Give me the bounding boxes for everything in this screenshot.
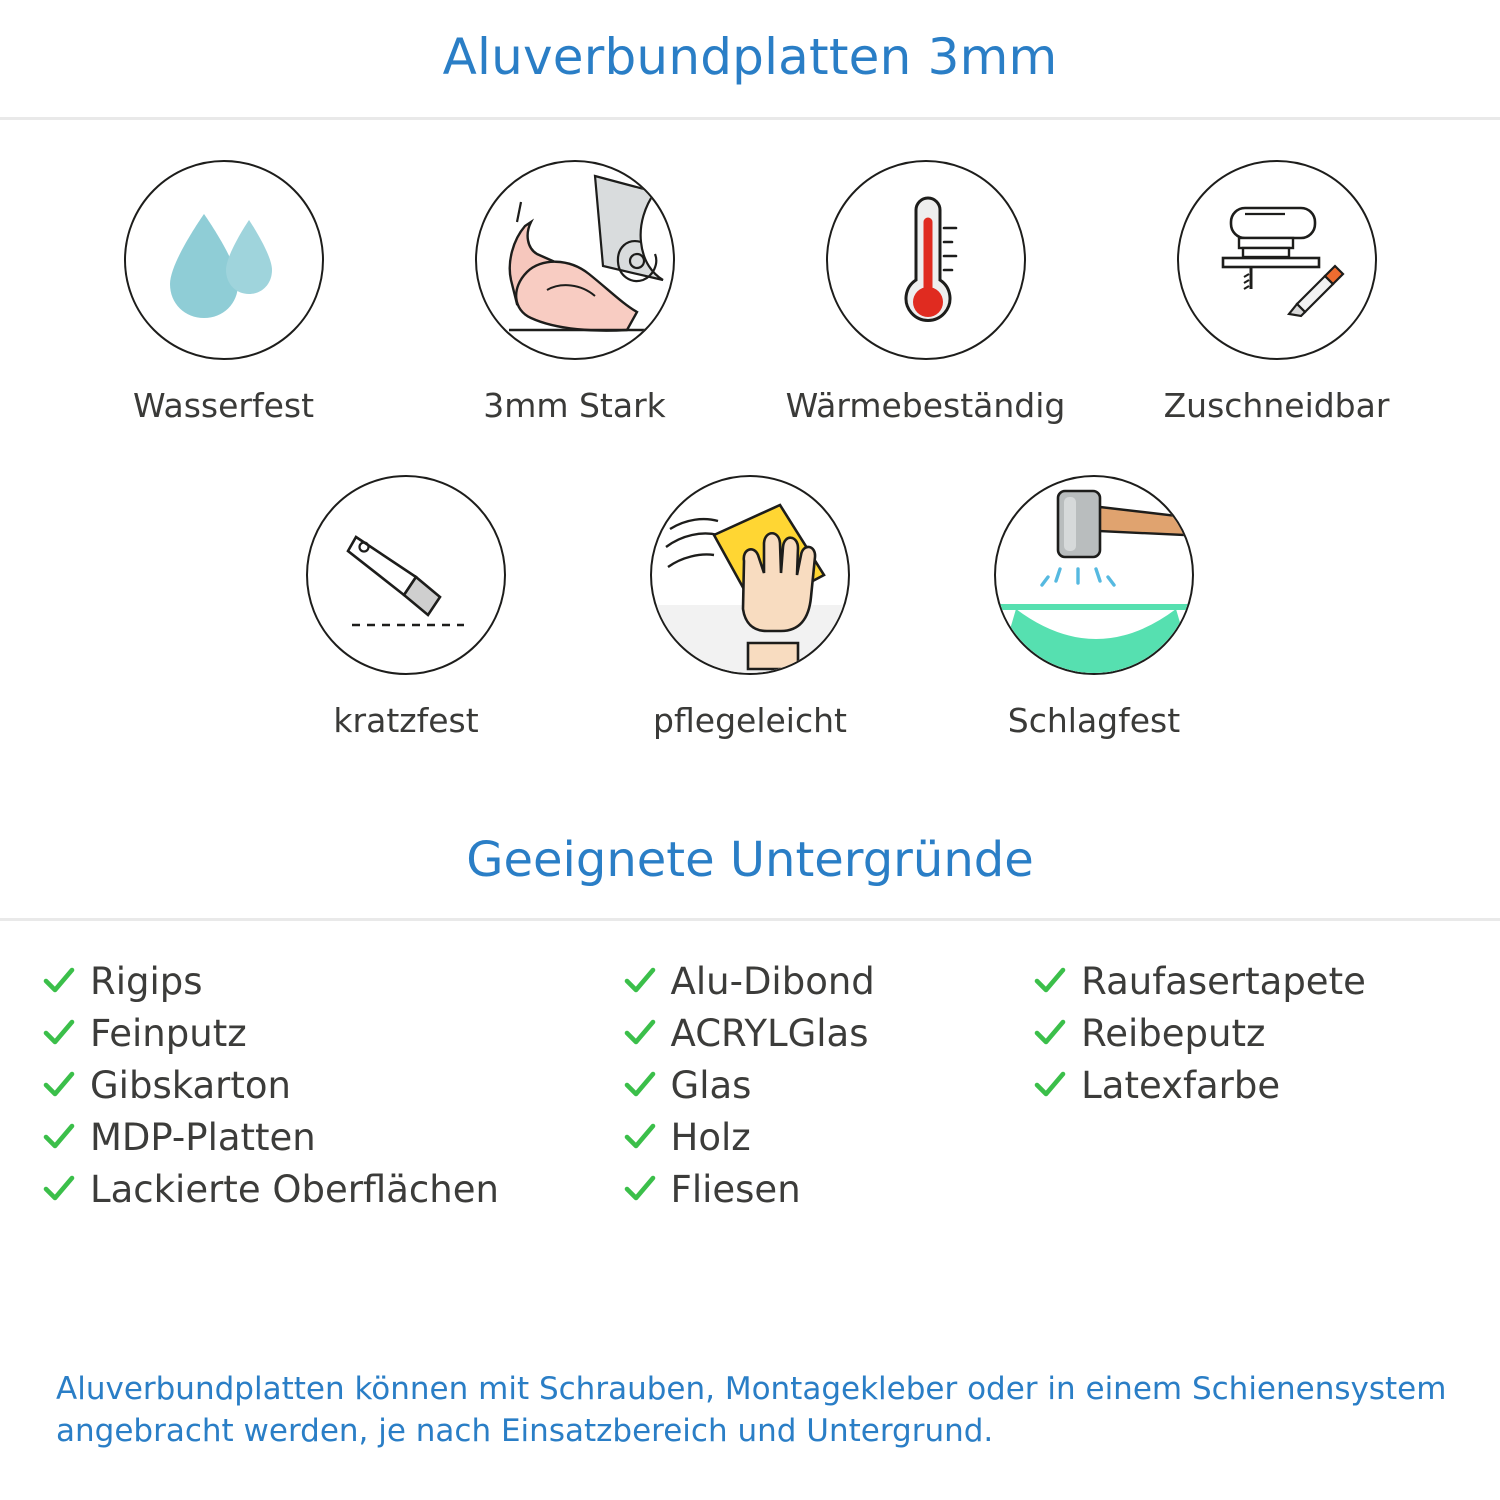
water-drops-icon	[126, 162, 324, 360]
list-item	[1033, 955, 1458, 1007]
check-icon	[1033, 1016, 1067, 1050]
list-item	[42, 1111, 623, 1163]
list-item	[42, 955, 623, 1007]
list-item	[623, 1059, 1034, 1111]
thermometer-icon	[828, 162, 1026, 360]
feature-3mm-stark	[399, 160, 750, 425]
list-item-label: Feinputz	[90, 1011, 247, 1055]
list-item	[623, 1163, 1034, 1215]
feature-label: Wasserfest	[132, 386, 315, 425]
hammer-impact-icon	[996, 477, 1194, 675]
list-item-label: Lackierte Oberflächen	[90, 1167, 499, 1211]
feature-icon-circle	[475, 160, 675, 360]
feature-label: Schlagfest	[1007, 701, 1181, 740]
list-item-label: Holz	[670, 1115, 751, 1159]
feature-pflegeleicht	[578, 475, 922, 740]
list-item-label: Gibskarton	[90, 1063, 291, 1107]
list-item	[623, 1007, 1034, 1059]
list-item	[42, 1007, 623, 1059]
feature-label: Wärmebeständig	[785, 386, 1066, 425]
substrate-column-3	[1033, 955, 1458, 1215]
check-icon	[42, 1016, 76, 1050]
scratch-knife-icon	[308, 477, 506, 675]
check-icon	[623, 1016, 657, 1050]
check-icon	[1033, 1068, 1067, 1102]
list-item-label: Glas	[670, 1063, 752, 1107]
list-item-label: ACRYLGlas	[670, 1011, 869, 1055]
check-icon	[42, 1172, 76, 1206]
feature-waermebestaendig	[750, 160, 1101, 425]
list-item	[623, 1111, 1034, 1163]
list-item	[1033, 1059, 1458, 1111]
substrates-lists	[0, 921, 1500, 1215]
feature-label: 3mm Stark	[483, 386, 666, 425]
cleaning-hand-cloth-icon	[652, 477, 850, 675]
feature-icon-circle	[826, 160, 1026, 360]
list-item-label: Latexfarbe	[1081, 1063, 1281, 1107]
list-item	[42, 1059, 623, 1111]
feature-wasserfest	[48, 160, 399, 425]
check-icon	[623, 1068, 657, 1102]
feature-label: kratzfest	[333, 701, 479, 740]
list-item-label: Raufasertapete	[1081, 959, 1366, 1003]
feature-icon-circle	[306, 475, 506, 675]
substrate-column-1	[42, 955, 623, 1215]
feature-grid	[0, 120, 1500, 740]
check-icon	[623, 1172, 657, 1206]
feature-row-1	[48, 160, 1452, 425]
list-item	[42, 1163, 623, 1215]
flexing-arm-icon	[477, 162, 675, 360]
feature-label: Zuschneidbar	[1163, 386, 1390, 425]
page-title: Aluverbundplatten 3mm	[442, 28, 1058, 86]
substrate-column-2	[623, 955, 1034, 1215]
feature-label: pflegeleicht	[653, 701, 847, 740]
header	[0, 0, 1500, 85]
feature-icon-circle	[994, 475, 1194, 675]
feature-schlagfest	[922, 475, 1266, 740]
feature-icon-circle	[124, 160, 324, 360]
feature-icon-circle	[1177, 160, 1377, 360]
check-icon	[42, 1068, 76, 1102]
substrates-title: Geeignete Untergründe	[466, 832, 1034, 888]
footnote-text: Aluverbundplatten können mit Schrauben, Montagekleber oder in einem Schienensystem angebracht werden, je nach Einsatzbereich und Untergrund.	[56, 1370, 1447, 1449]
list-item-label: MDP-Platten	[90, 1115, 316, 1159]
feature-zuschneidbar	[1101, 160, 1452, 425]
list-item	[623, 955, 1034, 1007]
check-icon	[42, 1120, 76, 1154]
list-item	[1033, 1007, 1458, 1059]
check-icon	[623, 964, 657, 998]
jigsaw-cutter-icon	[1179, 162, 1377, 360]
list-item-label: Fliesen	[670, 1167, 801, 1211]
list-item-label: Alu-Dibond	[670, 959, 875, 1003]
feature-row-2	[48, 425, 1452, 740]
check-icon	[42, 964, 76, 998]
feature-kratzfest	[234, 475, 578, 740]
list-item-label: Reibeputz	[1081, 1011, 1266, 1055]
check-icon	[623, 1120, 657, 1154]
substrates-header	[0, 832, 1500, 888]
feature-icon-circle	[650, 475, 850, 675]
check-icon	[1033, 964, 1067, 998]
list-item-label: Rigips	[90, 959, 203, 1003]
